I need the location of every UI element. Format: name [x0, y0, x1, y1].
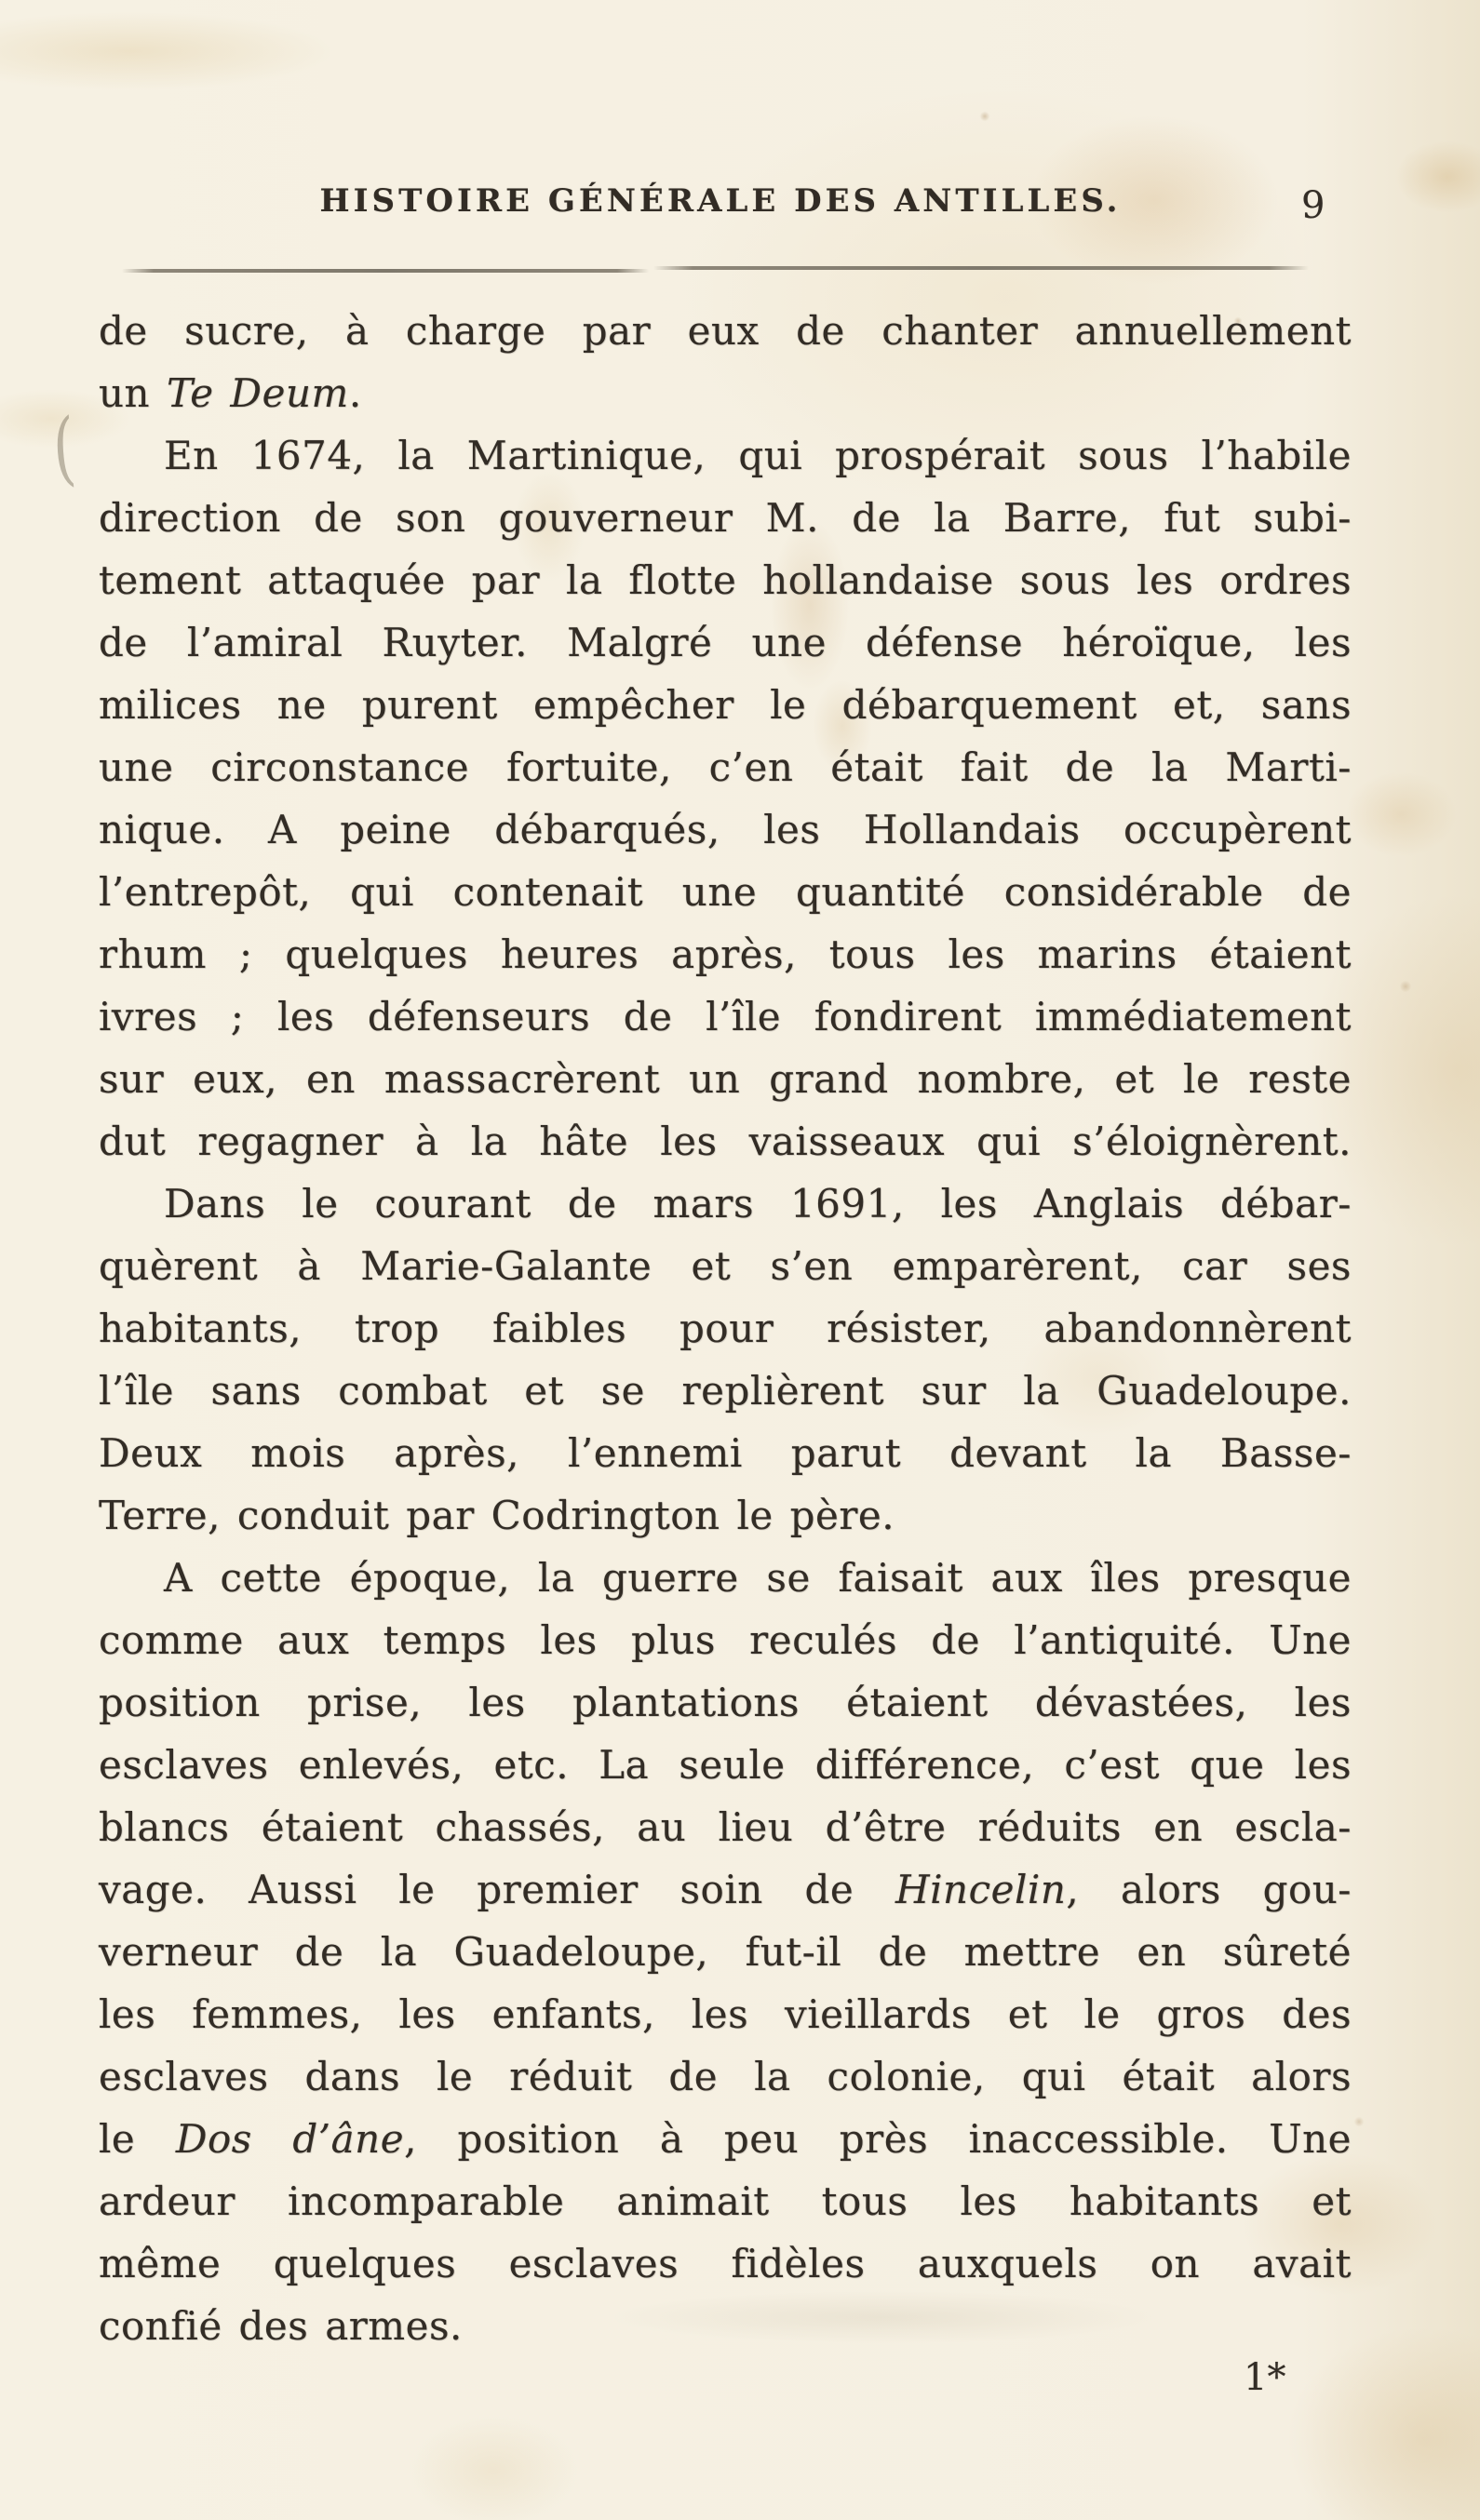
text-line: quèrent à Marie-Galante et s’en emparèrent, car ses: [99, 1243, 1352, 1289]
text-line: l’île sans combat et se replièrent sur la Guadeloupe.: [99, 1368, 1352, 1414]
text-line: même quelques esclaves fidèles auxquels on avait: [99, 2241, 1352, 2286]
text-line: [99, 362, 1352, 424]
text-line: tement attaquée par la flotte hollandaise sous les ordres: [99, 557, 1352, 603]
text-line: esclaves enlevés, etc. La seule différence, c’est que les: [99, 1742, 1352, 1788]
text-line: rhum ; quelques heures après, tous les marins étaient: [99, 932, 1352, 977]
text-line: [99, 1858, 1352, 1921]
text-line: esclaves dans le réduit de la colonie, qui était alors: [99, 2054, 1352, 2099]
text-segment: , position à peu près inaccessible. Une: [404, 2116, 1352, 2162]
text-line: dut regagner à la hâte les vaisseaux qui s’éloignèrent.: [99, 1119, 1352, 1164]
page-number: 9: [1301, 184, 1325, 227]
signature-mark: 1*: [1244, 2356, 1286, 2399]
text-line: une circonstance fortuite, c’en était fait de la Marti-: [99, 744, 1352, 790]
text-line: habitants, trop faibles pour résister, abandonnèrent: [99, 1306, 1352, 1351]
header-rule-right: [653, 266, 1309, 270]
text-line: Deux mois après, l’ennemi parut devant la Basse-: [99, 1430, 1352, 1476]
text-line: En 1674, la Martinique, qui prospérait sous l’habile: [164, 433, 1352, 478]
text-line: nique. A peine débarqués, les Hollandais occupèrent: [99, 807, 1352, 852]
text-line: blancs étaient chassés, au lieu d’être réduits en escla-: [99, 1804, 1352, 1850]
text-line: comme aux temps les plus reculés de l’antiquité. Une: [99, 1617, 1352, 1663]
text-line: confié des armes.: [99, 2303, 463, 2349]
text-line: Dans le courant de mars 1691, les Anglais débar-: [164, 1181, 1352, 1226]
text-segment: .: [348, 370, 362, 416]
text-segment: le: [99, 2116, 176, 2162]
text-line: milices ne purent empêcher le débarquement et, sans: [99, 682, 1352, 728]
text-line: direction de son gouverneur M. de la Barre, fut subi-: [99, 495, 1352, 541]
text-segment: un: [99, 370, 167, 416]
text-line: de sucre, à charge par eux de chanter annuellement: [99, 308, 1352, 354]
italic-text: Te Deum: [166, 370, 349, 416]
running-head: [101, 182, 1340, 235]
text-segment: vage. Aussi le premier soin de: [99, 1867, 895, 1912]
page-title: HISTOIRE GÉNÉRALE DES ANTILLES.: [319, 182, 1122, 220]
text-line: A cette époque, la guerre se faisait aux îles presque: [164, 1555, 1352, 1601]
text-line: l’entrepôt, qui contenait une quantité considérable de: [99, 869, 1352, 915]
text-line: ivres ; les défenseurs de l’île fondirent immédiatement: [99, 994, 1352, 1039]
body-text: [99, 300, 1352, 2357]
text-line: les femmes, les enfants, les vieillards et le gros des: [99, 1991, 1352, 2037]
text-line: sur eux, en massacrèrent un grand nombre, et le reste: [99, 1056, 1352, 1102]
text-line: ardeur incomparable animait tous les habitants et: [99, 2178, 1352, 2224]
text-line: Terre, conduit par Codrington le père.: [99, 1493, 895, 1538]
text-line: de l’amiral Ruyter. Malgré une défense héroïque, les: [99, 620, 1352, 665]
text-line: [99, 2108, 1352, 2170]
header-rule-left: [122, 269, 649, 273]
italic-text: Dos d’âne: [175, 2116, 405, 2162]
text-line: verneur de la Guadeloupe, fut-il de mettre en sûreté: [99, 1929, 1352, 1975]
text-line: position prise, les plantations étaient dévastées, les: [99, 1680, 1352, 1725]
margin-pen-mark: (: [49, 401, 78, 496]
text-segment: , alors gou-: [1066, 1867, 1352, 1912]
italic-text: Hincelin: [895, 1867, 1067, 1912]
